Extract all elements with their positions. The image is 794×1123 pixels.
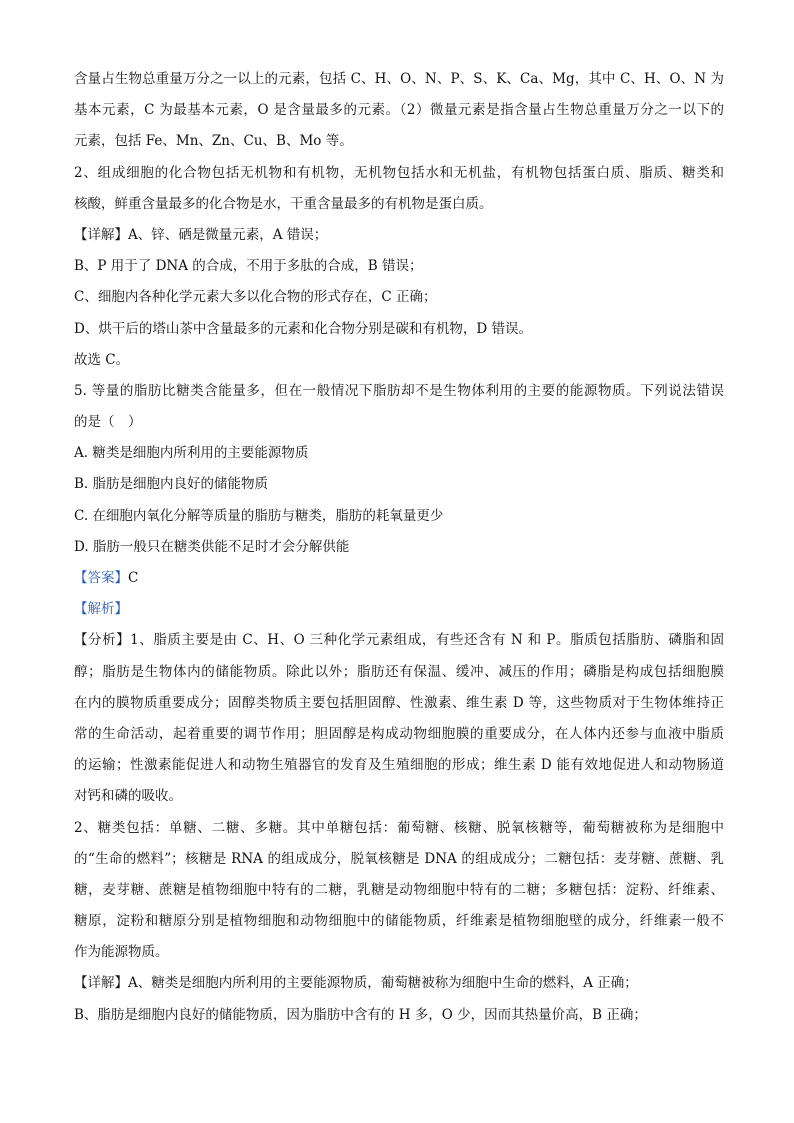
question-stem: 5. 等量的脂肪比糖类含能量多，但在一般情况下脂肪却不是生物体利用的主要的能源物质。下列说法错误 [74, 382, 724, 399]
option-a: A. 糖类是细胞内所利用的主要能源物质 [74, 445, 309, 462]
analysis-line: 醇；脂肪是生物体内的储能物质。除此以外；脂肪还有保温、缓冲、减压的作用；磷脂是构成包括细胞膜 [74, 663, 724, 680]
text-line: 核酸，鲜重含量最多的化合物是水，干重含量最多的有机物是蛋白质。 [74, 195, 493, 212]
text-line: 含量占生物总重量万分之一以上的元素，包括 C、H、O、N、P、S、K、Ca、Mg，其中 C、H、O、N 为 [74, 71, 724, 87]
detail-line: B、P 用于了 DNA 的合成，不用于多肽的合成，B 错误； [74, 258, 423, 275]
text-line: 2、组成细胞的化合物包括无机物和有机物，无机物包括水和无机盐，有机物包括蛋白质、脂质、糖类和 [74, 164, 724, 181]
analysis-line: 在内的膜物质重要成分；固醇类物质主要包括胆固醇、性激素、维生素 D 等，这些物质对于生物体维持正 [74, 694, 724, 711]
analysis-heading: 【解析】 [74, 601, 128, 618]
answer-line [74, 563, 724, 594]
analysis-line: 2、糖类包括：单糖、二糖、多糖。其中单糖包括：葡萄糖、核糖、脱氧核糖等，葡萄糖被称为是细胞中 [74, 819, 724, 836]
analysis-line: 糖，麦芽糖、蔗糖是植物细胞中特有的二糖，乳糖是动物细胞中特有的二糖；多糖包括：淀粉、纤维素、 [74, 881, 724, 898]
detail-line: D、烘干后的塔山茶中含量最多的元素和化合物分别是碳和有机物，D 错误。 [74, 320, 532, 337]
analysis-line: 的“生命的燃料”；核糖是 RNA 的组成成分，脱氧核糖是 DNA 的组成成分；二糖包括：麦芽糖、蔗糖、乳 [74, 850, 724, 867]
analysis-line: 糖原，淀粉和糖原分别是植物细胞和动物细胞中的储能物质，纤维素是植物细胞壁的成分，纤维素一般不 [74, 913, 724, 930]
analysis-line: 的运输；性激素能促进人和动物生殖器官的发育及生殖细胞的形成；维生素 D 能有效地促进人和动物肠道 [74, 757, 724, 774]
detail-line: 【详解】A、锌、硒是微量元素，A 错误； [74, 226, 328, 243]
text-line: 元素，包括 Fe、Mn、Zn、Cu、B、Mo 等。 [74, 133, 353, 150]
answer-value: C [128, 570, 139, 586]
question-stem: 的是（ ） [74, 414, 142, 431]
conclusion-line: 故选 C。 [74, 351, 130, 368]
detail-line: C、细胞内各种化学元素大多以化合物的形式存在，C 正确； [74, 289, 437, 306]
detail-line: 【详解】A、糖类是细胞内所利用的主要能源物质，葡萄糖被称为细胞中生命的燃料，A 正确； [74, 975, 638, 992]
option-b: B. 脂肪是细胞内良好的储能物质 [74, 476, 269, 493]
option-c: C. 在细胞内氧化分解等质量的脂肪与糖类，脂肪的耗氧量更少 [74, 507, 444, 524]
answer-label: 【答案】 [74, 570, 128, 586]
analysis-line: 对钙和磷的吸收。 [74, 788, 182, 805]
analysis-line: 常的生命活动，起着重要的调节作用；胆固醇是构成动物细胞膜的重要成分，在人体内还参与血液中脂质 [74, 725, 724, 742]
document-page [74, 64, 724, 1031]
text-line: 基本元素，C 为最基本元素，O 是含量最多的元素。（2）微量元素是指含量占生物总重量万分之一以下的 [74, 102, 724, 119]
analysis-line: 【分析】1、脂质主要是由 C、H、O 三种化学元素组成，有些还含有 N 和 P。脂质包括脂肪、磷脂和固 [74, 632, 724, 649]
analysis-line: 作为能源物质。 [74, 944, 169, 961]
detail-line: B、脂肪是细胞内良好的储能物质，因为脂肪中含有的 H 多，O 少，因而其热量价高，B 正确； [74, 1006, 647, 1023]
option-d: D. 脂肪一般只在糖类供能不足时才会分解供能 [74, 538, 350, 555]
